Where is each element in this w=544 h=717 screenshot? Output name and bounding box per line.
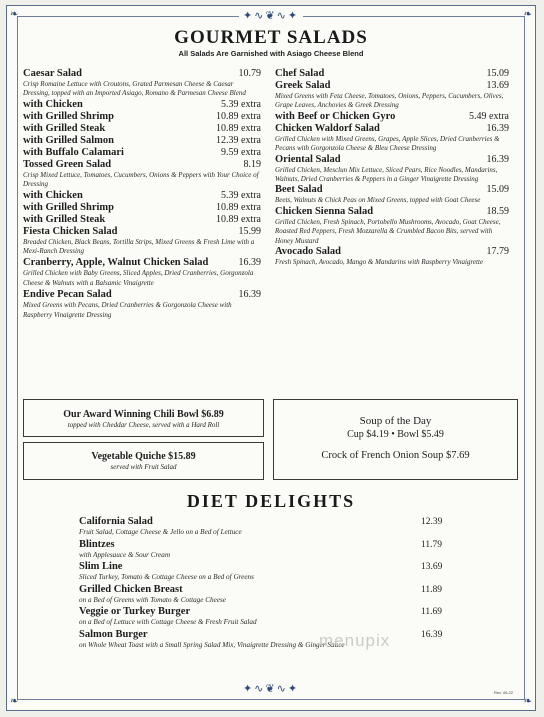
menu-item-row [23, 289, 261, 301]
addon-price: 10.89 extra [216, 110, 261, 122]
addon-price: 9.59 extra [221, 146, 261, 158]
menu-item [23, 68, 261, 159]
menu-item-name: Chef Salad [275, 68, 325, 79]
menu-item-price: 13.69 [486, 80, 509, 91]
gourmet-salads-title: GOURMET SALADS [174, 27, 368, 48]
addon-price: 5.49 extra [469, 110, 509, 122]
chili-box [23, 399, 264, 437]
chili-line: Our Award Winning Chili Bowl $6.89 [63, 409, 224, 420]
menu-page [6, 5, 536, 711]
menu-item-row [23, 68, 261, 80]
menu-item [275, 68, 509, 80]
addon-row [23, 135, 261, 147]
menu-item-price: 15.09 [486, 184, 509, 196]
diet-item-price: 11.79 [421, 539, 443, 550]
diet-item-name: Blintzes [79, 538, 115, 550]
diet-item [79, 629, 461, 651]
menu-item-name: Cranberry, Apple, Walnut Chicken Salad [23, 257, 209, 269]
menu-item-row [23, 257, 261, 269]
addon-name: with Grilled Shrimp [23, 110, 115, 122]
diet-item [79, 584, 461, 606]
diet-item-name: Salmon Burger [79, 628, 148, 640]
diet-item-price: 11.69 [421, 607, 443, 617]
addon-name: with Chicken [23, 189, 83, 201]
diet-item-name: Veggie or Turkey Burger [79, 606, 191, 617]
menu-item-price: 16.39 [238, 289, 261, 301]
chili-description: topped with Cheddar Cheese, served with a Hard Roll [67, 421, 220, 429]
menu-item-name: Chicken Sienna Salad [275, 205, 374, 217]
french-onion-soup: Crock of French Onion Soup $7.69 [321, 450, 470, 461]
addon-row [23, 202, 261, 214]
menu-item-name: Avocado Salad [275, 246, 342, 258]
menu-item-row [275, 80, 509, 92]
menu-item [275, 123, 509, 154]
menu-item-description: Grilled Chicken, Fresh Spinach, Portobello Mushrooms, Avocado, Goat Cheese, Roasted Red Peppers, Fresh Mozzarella & Crumbled Bacon Bits, served with Honey Mustard [275, 217, 501, 245]
menu-item-price: 17.79 [486, 246, 509, 258]
addon-row [23, 147, 261, 159]
menu-item-price: 16.39 [238, 257, 261, 269]
diet-item-row [79, 539, 461, 551]
menu-item-price: 18.59 [486, 205, 509, 217]
corner-flourish-icon: ❧ [10, 696, 19, 707]
menu-item-description: Crisp Mixed Lettuce, Tomatoes, Cucumbers, Onions & Peppers with Your Choice of Dressing [23, 170, 259, 189]
menu-item-description: Grilled Chicken with Mixed Greens, Grapes, Apple Slices, Dried Cranberries & Pecans with Gorgonzola Cheese & Bleu Cheese Dressing [275, 134, 500, 153]
addon-name: with Grilled Shrimp [23, 201, 115, 213]
diet-item-price: 11.89 [421, 584, 443, 595]
diet-delights-list [79, 516, 461, 651]
menu-item [275, 154, 509, 185]
addon-name: with Chicken [23, 98, 83, 110]
left-salad-column [23, 68, 261, 320]
menu-item-name: Endive Pecan Salad [23, 289, 112, 301]
menu-item-price: 16.39 [486, 153, 509, 165]
diet-item-name: Slim Line [79, 561, 123, 572]
addon-row [275, 111, 509, 123]
diet-item-description: on a Bed of Greens with Tomato & Cottage Cheese [79, 595, 227, 604]
menu-item-row [23, 159, 261, 171]
diet-item [79, 539, 461, 561]
menu-item-name: Tossed Green Salad [23, 158, 112, 170]
addon-price: 5.39 extra [221, 189, 261, 201]
diet-item-description: Fruit Salad, Cottage Cheese & Jello on a Bed of Lettuce [79, 528, 242, 536]
corner-flourish-icon: ❧ [10, 9, 19, 20]
diet-item-row [79, 561, 461, 573]
menu-item-row [275, 123, 509, 135]
menu-item-name: Oriental Salad [275, 153, 341, 165]
menu-item-row [275, 184, 509, 196]
addon-name: with Buffalo Calamari [23, 146, 124, 158]
addon-price: 12.39 extra [216, 134, 261, 146]
diet-item-row [79, 629, 461, 641]
diet-item-price: 13.69 [421, 562, 443, 572]
menu-item-description: Grilled Chicken with Baby Greens, Sliced Apples, Dried Cranberries, Gorgonzola Cheese & Walnuts with a Balsamic Vinaigrette [23, 269, 254, 287]
quiche-line: Vegetable Quiche $15.89 [91, 451, 196, 462]
diet-item-description: Sliced Turkey, Tomato & Cottage Cheese on a Bed of Greens [79, 573, 254, 581]
scroll-ornament-icon: ✦∿❦∿✦ [239, 682, 303, 695]
soup-prices: Cup $4.19 • Bowl $5.49 [347, 429, 444, 440]
menu-item-price: 10.79 [238, 68, 261, 79]
menu-item-row [275, 154, 509, 166]
corner-flourish-icon: ❧ [523, 696, 532, 707]
menu-item-description: Fresh Spinach, Avocado, Mango & Mandarins with Raspberry Vinaigrette [275, 258, 484, 267]
menu-item [275, 206, 509, 246]
menu-item-description: Mixed Greens with Feta Cheese, Tomatoes, Onions, Peppers, Cucumbers, Olives, Grape Leaves, Anchovies & Greek Dressing [275, 92, 504, 110]
menupix-watermark: menupix [319, 631, 391, 650]
diet-item-name: California Salad [79, 516, 153, 527]
menu-item [275, 184, 509, 205]
menu-item-description: Breaded Chicken, Black Beans, Tortilla Strips, Mixed Greens & Fresh Lime with a Mexi-Ranch Dressing [23, 237, 255, 256]
addon-name: with Beef or Chicken Gyro [275, 110, 396, 122]
menu-item-price: 8.19 [243, 158, 261, 170]
menu-item [23, 257, 261, 288]
menu-item [23, 289, 261, 320]
scroll-ornament-icon: ✦∿❦∿✦ [239, 9, 303, 22]
menu-item-name: Fiesta Chicken Salad [23, 225, 118, 237]
diet-item-row [79, 516, 461, 528]
menu-item [275, 246, 509, 267]
menu-item [23, 226, 261, 257]
menu-item [23, 159, 261, 226]
soup-box [273, 399, 518, 480]
addon-row [23, 99, 261, 111]
menu-item-description: Crisp Romaine Lettuce with Croutons, Grated Parmesan Cheese & Caesar Dressing, topped with an Imported Asiago, Romano & Parmesan Cheese Blend [23, 80, 246, 98]
addon-row [23, 190, 261, 202]
soup-of-the-day-title: Soup of the Day [359, 415, 432, 427]
diet-item-description: on a Bed of Lettuce with Cottage Cheese & Fresh Fruit Salad [79, 618, 257, 626]
menu-item-name: Caesar Salad [23, 68, 83, 79]
addon-name: with Grilled Steak [23, 122, 106, 134]
menu-item-price: 15.99 [238, 225, 261, 237]
menu-item-row [23, 226, 261, 238]
diet-delights-title: DIET DELIGHTS [186, 491, 356, 511]
addon-row [23, 123, 261, 135]
diet-item-price: 12.39 [421, 517, 443, 527]
addon-row [23, 111, 261, 123]
diet-item [79, 516, 461, 538]
revision-label: Rev. 06.22 [493, 690, 513, 695]
diet-item-row [79, 584, 461, 596]
menu-item-row [275, 246, 509, 258]
addon-name: with Grilled Salmon [23, 134, 115, 146]
menu-item-description: Beets, Walnuts & Chick Peas on Mixed Greens, topped with Goat Cheese [275, 196, 481, 205]
corner-flourish-icon: ❧ [523, 9, 532, 20]
menu-item-price: 15.09 [486, 68, 509, 79]
diet-item-row [79, 606, 461, 618]
addon-price: 10.89 extra [216, 201, 261, 213]
menu-item-row [275, 206, 509, 218]
diet-item-description: on Whole Wheat Toast with a Small Spring Salad Mix, Vinaigrette Dressing & Ginger Sauce [79, 640, 345, 649]
right-salad-column [275, 68, 509, 267]
addon-price: 10.89 extra [216, 213, 261, 225]
addon-price: 10.89 extra [216, 122, 261, 134]
diet-item-price: 16.39 [421, 629, 443, 640]
diet-item-name: Grilled Chicken Breast [79, 583, 183, 595]
menu-item-description: Grilled Chicken, Mesclun Mix Lettuce, Sliced Pears, Rice Noodles, Mandarins, Walnuts, Dried Cranberries & Peppers in a Ginger Vinaigrette Dressing [275, 165, 498, 184]
menu-item-name: Greek Salad [275, 80, 331, 91]
diet-item [79, 606, 461, 628]
menu-item-row [275, 68, 509, 80]
addon-price: 5.39 extra [221, 98, 261, 110]
quiche-box [23, 442, 264, 480]
diet-item [79, 561, 461, 583]
addon-name: with Grilled Steak [23, 213, 106, 225]
menu-item-name: Chicken Waldorf Salad [275, 122, 380, 134]
diet-item-description: with Applesauce & Sour Cream [79, 550, 171, 559]
addon-row [23, 214, 261, 226]
menu-item-description: Mixed Greens with Pecans, Dried Cranberries & Gorgonzola Cheese with Raspberry Vinaigrette Dressing [23, 301, 232, 319]
menu-item-name: Beet Salad [275, 184, 323, 196]
menu-item-price: 16.39 [486, 122, 509, 134]
menu-item [275, 80, 509, 123]
gourmet-salads-subtitle: All Salads Are Garnished with Asiago Cheese Blend [178, 49, 364, 58]
quiche-description: served with Fruit Salad [110, 463, 177, 471]
